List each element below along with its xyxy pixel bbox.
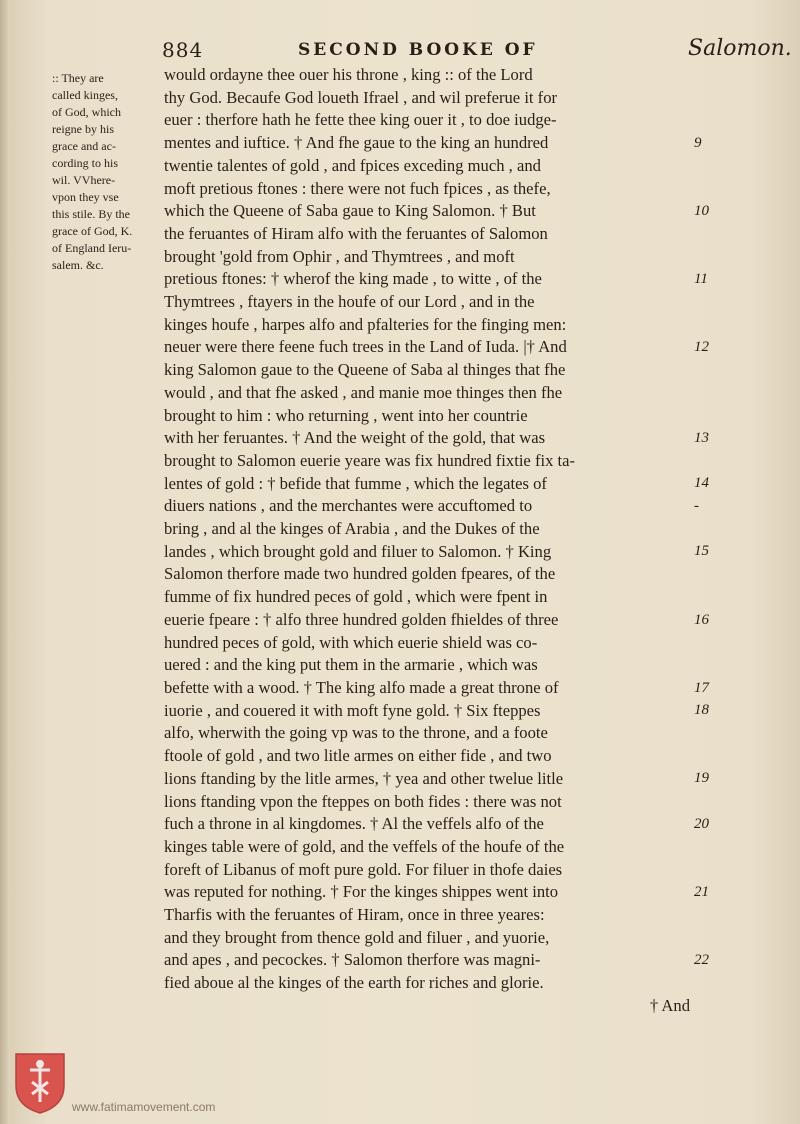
marginal-note-line: of England Ieru-: [52, 241, 132, 255]
text-line: and apes , and pecockes. † Salomon therfore was magni-: [164, 950, 541, 970]
verse-number: [694, 631, 724, 654]
text-line: landes , which brought gold and filuer to Salomon. † King: [164, 541, 552, 561]
verse-number: [694, 382, 724, 405]
text-line: which the Queene of Saba gaue to King Salomon. † But: [164, 201, 536, 221]
text-line: and they brought from thence gold and filuer , and yuorie,: [164, 927, 550, 947]
running-title: SECOND BOOKE OF: [298, 40, 538, 60]
text-line: pretious ftones: † wherof the king made , to witte , of the: [164, 269, 542, 289]
text-line: twentie talentes of gold , and fpices exceding much , and: [164, 155, 541, 175]
text-line: brought 'gold from Ophir , and Thymtrees , and moft: [164, 246, 515, 266]
text-line: lentes of gold : † befide that fumme , which the legates of: [164, 473, 547, 493]
verse-number: 19: [694, 770, 709, 787]
verse-number: 11: [694, 271, 708, 288]
verse-number: [694, 972, 724, 995]
watermark-url: www.fatimamovement.com: [72, 1100, 216, 1114]
text-line: Tharfis with the feruantes of Hiram, once in three yeares:: [164, 905, 545, 925]
marginal-note-line: cording to his: [52, 156, 118, 170]
marginal-note-line: wil. VVhere-: [52, 173, 116, 187]
text-line: lions ftanding by the litle armes, † yea and other twelue litle: [164, 768, 564, 788]
verse-number: [694, 926, 724, 949]
text-line: would , and that fhe asked , and manie moe thinges then fhe: [164, 382, 563, 402]
verse-number: 14: [694, 475, 709, 492]
text-line: iuorie , and couered it with moft fyne gold. † Six fteppes: [164, 700, 541, 720]
verse-number: [694, 835, 724, 858]
verse-number: [694, 563, 724, 586]
marginal-note-line: vpon they vse: [52, 190, 119, 204]
body-text: [164, 64, 690, 1018]
verse-number: [694, 745, 724, 768]
marginal-note-line: grace and ac-: [52, 139, 116, 153]
verse-number: 17: [694, 679, 709, 696]
text-line: the feruantes of Hiram alfo with the feruantes of Salomon: [164, 223, 548, 243]
verse-number: 13: [694, 430, 709, 446]
text-line: was reputed for nothing. † For the kinges shippes went into: [164, 882, 559, 902]
text-line: hundred peces of gold, with which euerie shield was co-: [164, 632, 538, 652]
text-line: Salomon therfore made two hundred golden fpeares, of the: [164, 564, 556, 584]
text-line: brought to Salomon euerie yeare was fix hundred fixtie fix ta-: [164, 450, 576, 470]
verse-number: [694, 109, 724, 132]
text-line: Thymtrees , ftayers in the houfe of our Lord , and in the: [164, 292, 535, 312]
verse-number: [694, 87, 724, 110]
text-line: uered : and the king put them in the armarie , which was: [164, 655, 538, 675]
text-line: lions ftanding vpon the fteppes on both fides : there was not: [164, 791, 562, 811]
verse-number: 15: [694, 543, 709, 560]
marginal-note: [52, 70, 156, 274]
text-line: king Salomon gaue to the Queene of Saba al thinges that fhe: [164, 360, 566, 380]
verse-number: [694, 858, 724, 881]
verse-number: [694, 518, 724, 541]
text-line: alfo, wherwith the going vp was to the throne, and a foote: [164, 723, 548, 743]
verse-number: [694, 404, 724, 427]
page-edge: [0, 0, 10, 1124]
text-line: ftoole of gold , and two litle armes on either fide , and two: [164, 746, 552, 766]
marginal-note-line: reigne by his: [52, 122, 114, 136]
marginal-note-line: called kinges,: [52, 88, 118, 102]
verse-number: [694, 790, 724, 813]
text-line: kinges table were of gold, and the veffels of the houfe of the: [164, 836, 565, 856]
text-line: diuers nations , and the merchantes were accuftomed to: [164, 496, 533, 516]
text-line: fied aboue al the kinges of the earth for riches and glorie.: [164, 973, 544, 993]
verse-number: 22: [694, 951, 709, 968]
verse-number: [694, 155, 724, 178]
verse-number: [694, 994, 724, 1017]
verse-number: 18: [694, 702, 709, 719]
text-line: † And: [649, 995, 690, 1015]
verse-number: [694, 246, 724, 269]
verse-number: 12: [694, 339, 709, 356]
verse-number: 20: [694, 815, 709, 832]
text-line: bring , and al the kinges of Arabia , and the Dukes of the: [164, 519, 540, 539]
marginal-note-line: salem. &c.: [52, 258, 104, 272]
marginal-note-line: this stile. By the: [52, 207, 130, 221]
text-line: thy God. Becaufe God loueth Ifrael , and wil preferue it for: [164, 87, 558, 107]
verse-number: 16: [694, 611, 709, 628]
verse-number: [694, 291, 724, 314]
verse-number: [694, 64, 724, 87]
marginal-note-line: of God, which: [52, 105, 121, 119]
page-number: 884: [162, 38, 204, 62]
marginal-note-line: :: They are: [52, 71, 104, 85]
marginal-note-line: grace of God, K.: [52, 224, 133, 238]
text-line: euer : therfore hath he fette thee king ouer it , to doe iudge-: [164, 110, 557, 130]
verse-number: [694, 903, 724, 926]
verse-number: [694, 450, 724, 473]
text-line: foreft of Libanus of moft pure gold. For filuer in thofe daies: [164, 859, 563, 879]
text-line: neuer were there feene fuch trees in the Land of Iuda. |† And: [164, 337, 567, 357]
verse-number: [694, 359, 724, 382]
seal-logo-icon: [12, 1050, 68, 1116]
verse-number: 21: [694, 883, 709, 900]
text-line: moft pretious ftones : there were not fuch fpices , as thefe,: [164, 178, 551, 198]
verse-numbers: [694, 64, 724, 1017]
verse-number: [694, 177, 724, 200]
text-line: befette with a wood. † The king alfo made a great throne of: [164, 677, 559, 697]
text-line: would ordayne thee ouer his throne , king :: of the Lord: [164, 65, 533, 84]
verse-number: [694, 654, 724, 677]
verse-number: 10: [694, 203, 709, 220]
text-line: brought to him : who returning , went into her countrie: [164, 405, 528, 425]
verse-number: [694, 586, 724, 609]
text-line: mentes and iuftice. † And fhe gaue to the king an hundred: [164, 133, 549, 153]
verse-number: [694, 314, 724, 337]
verse-number: [694, 223, 724, 246]
text-line: euerie fpeare : † alfo three hundred golden fhieldes of three: [164, 609, 559, 629]
verse-number: [694, 722, 724, 745]
verse-number: 9: [694, 135, 702, 152]
text-line: with her feruantes. † And the weight of the gold, that was: [164, 428, 546, 448]
text-line: fumme of fix hundred peces of gold , which were fpent in: [164, 587, 548, 607]
text-line: fuch a throne in al kingdomes. † Al the veffels alfo of the: [164, 814, 544, 834]
text-line: kinges houfe , harpes alfo and pfalteries for the finging men:: [164, 314, 567, 334]
running-title-right: Salomon.: [688, 36, 792, 61]
verse-number: -: [694, 498, 699, 515]
